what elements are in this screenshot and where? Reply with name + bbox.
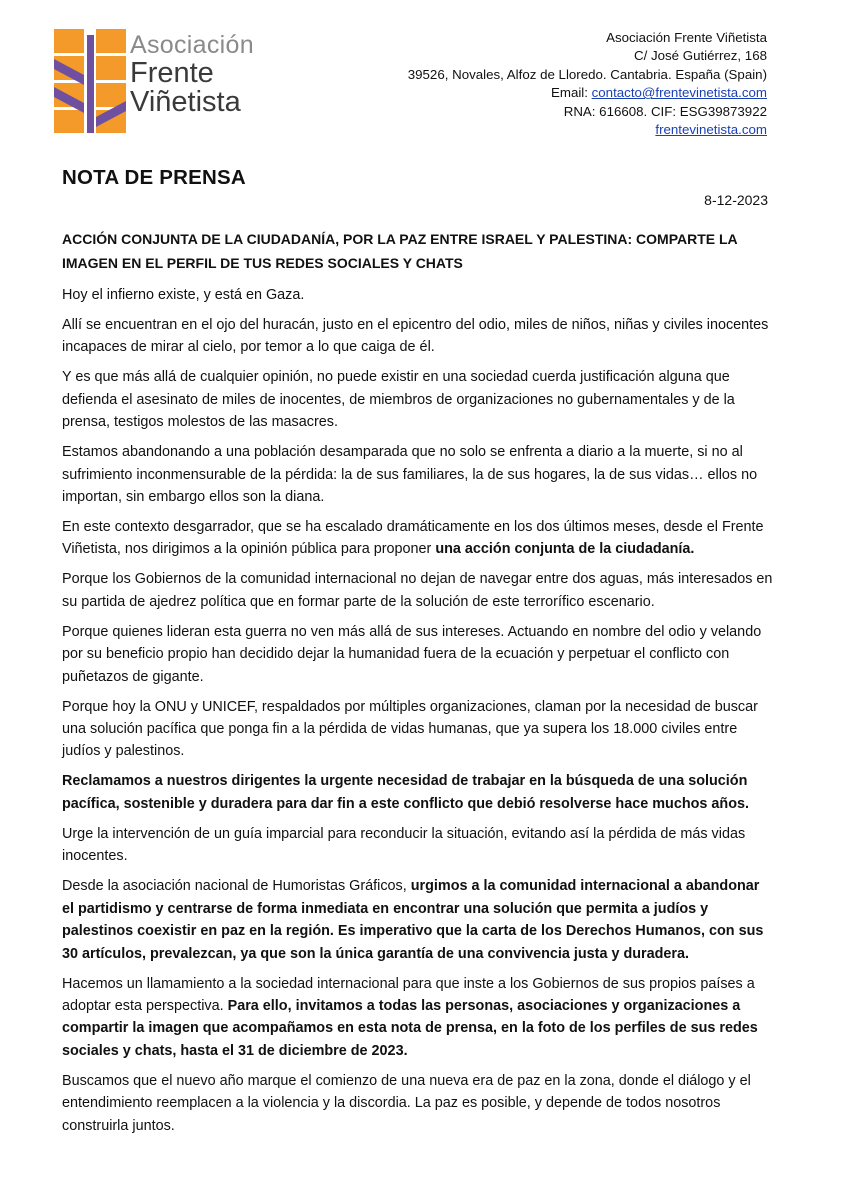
paragraph-2: Allí se encuentran en el ojo del huracán, justo en el epicentro del odio, miles de niños, niñas y civiles inocentes incapaces de mirar al cielo, por temor a lo que caiga de él.	[62, 317, 769, 356]
paragraph-11-bold: urgimos a la comunidad internacional a abandonar el partidismo y centrarse de forma inmediata en encontrar una solución que permita a judíos y palestinos coexistir en paz en la región. Es imperativo que la carta de los Derechos Humanos, con sus 30 artículos, prevalezcan, ya que son la única garantía de una convivencia justa y duradera.	[62, 878, 764, 962]
document-title: NOTA DE PRENSA	[62, 166, 246, 189]
org-registry: RNA: 616608. CIF: ESG39873922	[563, 103, 767, 119]
paragraph-5	[62, 516, 774, 561]
paragraph-6: Porque los Gobiernos de la comunidad internacional no dejan de navegar entre dos aguas, más interesados en su partida de ajedrez política que en formar parte de la solución de este terrorífico escenario.	[62, 571, 773, 610]
paragraph-12	[62, 973, 774, 1063]
document-date: 8-12-2023	[704, 192, 768, 208]
paragraph-13: Buscamos que el nuevo año marque el comienzo de una nueva era de paz en la zona, donde el diálogo y el entendimiento reemplacen a la violencia y la discordia. La paz es posible, y depende de todos nosotros construirla juntos.	[62, 1072, 751, 1134]
org-name: Asociación Frente Viñetista	[606, 30, 767, 45]
paragraph-9-bold: Reclamamos a nuestros dirigentes la urgente necesidad de trabajar en la búsqueda de una solución pacífica, sostenible y duradera para dar fin a este conflicto que debió resolverse hace muchos años.	[62, 773, 749, 812]
logo-wordmark	[130, 33, 254, 117]
press-release-body	[62, 284, 774, 1145]
paragraph-5-text: En este contexto desgarrador, que se ha escalado dramáticamente en los dos últimos meses, desde el Frente Viñetista, nos dirigimos a la opinión pública para proponer	[62, 519, 764, 558]
paragraph-11-text: Desde la asociación nacional de Humoristas Gráficos,	[62, 878, 411, 895]
paragraph-1: Hoy el infierno existe, y está en Gaza.	[62, 287, 305, 303]
org-email-line	[408, 84, 767, 102]
organization-address-block	[408, 29, 767, 139]
logo-text-line2: Frente	[130, 57, 214, 89]
paragraph-7: Porque quienes lideran esta guerra no ven más allá de sus intereses. Actuando en nombre del odio y velando por su beneficio propio han decidido dejar la humanidad fuera de la ecuación y perpetuar el conflicto con puñetazos de gigante.	[62, 623, 762, 685]
org-website-line	[408, 121, 767, 139]
press-release-headline: ACCIÓN CONJUNTA DE LA CIUDADANÍA, POR LA PAZ ENTRE ISRAEL Y PALESTINA: COMPARTE LA IMAGEN EN EL PERFIL DE TUS REDES SOCIALES Y CHATS	[62, 231, 738, 271]
logo-mark-icon	[54, 29, 126, 133]
paragraph-12-text: Hacemos un llamamiento a la sociedad internacional para que inste a los Gobiernos de sus propios países a adoptar esta perspectiva.	[62, 975, 755, 1014]
organization-logo	[54, 29, 254, 133]
paragraph-3: Y es que más allá de cualquier opinión, no puede existir en una sociedad cuerda justificación alguna que defienda el asesinato de miles de inocentes, de miembros de organizaciones no gubernamentales y de la prensa, testigos molestos de las masacres.	[62, 369, 735, 431]
email-label: Email:	[551, 85, 592, 101]
logo-text-line3: Viñetista	[130, 86, 241, 118]
paragraph-9	[62, 770, 774, 815]
paragraph-10: Urge la intervención de un guía imparcial para reconducir la situación, evitando así la pérdida de más vidas inocentes.	[62, 825, 746, 865]
paragraph-11	[62, 875, 774, 965]
paragraph-5-bold: una acción conjunta de la ciudadanía.	[435, 541, 695, 558]
org-street: C/ José Gutiérrez, 168	[633, 48, 767, 64]
logo-text-line1: Asociación	[130, 31, 254, 59]
paragraph-4: Estamos abandonando a una población desamparada que no solo se enfrenta a diario a la muerte, si no al sufrimiento inconmensurable de la pérdida: la de sus familiares, la de sus hogares, la de sus vidas… ellos no importan, sin embargo ellos son la diana.	[62, 444, 758, 506]
email-link[interactable]: contacto@frentevinetista.com	[591, 85, 767, 101]
paragraph-8: Porque hoy la ONU y UNICEF, respaldados por múltiples organizaciones, claman por la necesidad de buscar una solución pacífica que ponga fin a la pérdida de vidas humanas, que ya supera los 18.000 civiles entre judíos y palestinos.	[62, 698, 758, 760]
website-link[interactable]: frentevinetista.com	[655, 122, 767, 138]
org-city: 39526, Novales, Alfoz de Lloredo. Cantabria. España (Spain)	[407, 66, 767, 82]
paragraph-12-bold: Para ello, invitamos a todas las personas, asociaciones y organizaciones a compartir la imagen que acompañamos en esta nota de prensa, en la foto de los perfiles de sus redes sociales y chats, hasta el 31 de diciembre de 2023.	[62, 997, 758, 1059]
